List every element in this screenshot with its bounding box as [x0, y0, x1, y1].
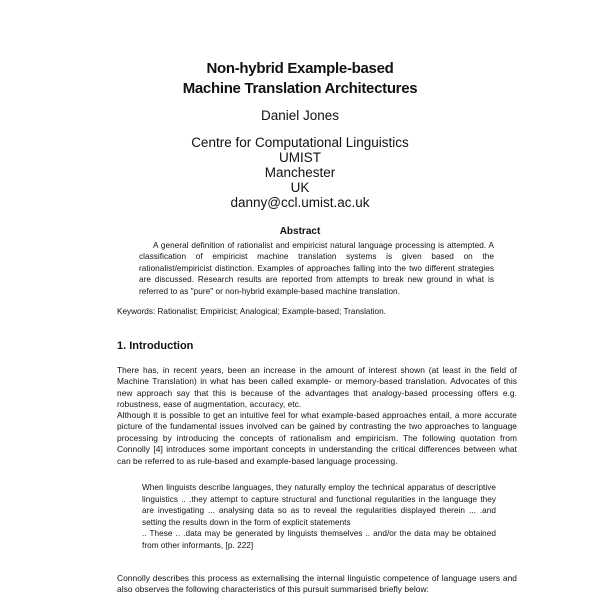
abstract-heading: Abstract — [279, 226, 321, 237]
author-name: Daniel Jones — [260, 108, 340, 123]
section-heading-introduction: 1. Introduction — [117, 340, 194, 352]
author-email: danny@ccl.umist.ac.uk — [230, 195, 370, 210]
keywords-line: Keywords: Rationalist; Empiricist; Analogical; Example-based; Translation. — [117, 307, 386, 316]
affiliation-country: UK — [290, 180, 310, 195]
quotation-part-1: When linguists describe languages, they naturally employ the technical apparatus of descriptive linguistics .. .they attempt to capture structural and functional regularities in the language they are investigating ... analysing data so as to reveal the regularities displayed therein ... .and setting the results down in the form of explicit statements — [142, 483, 496, 527]
intro-paragraph-2: Although it is possible to get an intuitive feel for what example-based approaches entail, a more accurate picture of the fundamental issues involved can be gained by contrasting the two approaches to language processing by introducing the concepts of rationalism and empiricism. The following quotation from Connolly [4] introduces some important concepts in understanding the critical differences between what can be referred to as rule-based and example-based language processing. — [117, 410, 517, 466]
affiliation-university: UMIST — [279, 150, 321, 165]
paper-title-line-2: Machine Translation Architectures — [182, 80, 418, 97]
intro-paragraph-1: There has, in recent years, been an increase in the amount of interest shown (at least in the field of Machine Translation) in what has been called example- or memory-based translation. Advocates of this new approach say that this is because of the advantages that analogy-based processing offers e.g. robustness, ease of augmentation, accuracy, etc. — [117, 365, 517, 410]
block-quotation — [142, 482, 496, 552]
paper-title-line-1: Non-hybrid Example-based — [206, 60, 394, 77]
affiliation-city: Manchester — [264, 165, 336, 180]
affiliation-institution: Centre for Computational Linguistics — [191, 135, 409, 150]
quotation-part-2: .. These .. .data may be generated by linguists themselves .. and/or the data may be obtained from other informants, [p. 222] — [142, 529, 496, 550]
abstract-text: A general definition of rationalist and empiricist natural language processing is attempted. A classification of empiricist machine translation systems is given based on the rationalist/empiricist distinction. Examples of approaches falling into the two different strategies are discussed. Research results are reported from attempts to break new ground in what is referred to as "pure" or non-hybrid example-based machine translation. — [139, 241, 494, 296]
intro-paragraph-3: Connolly describes this process as externalising the internal linguistic competence of language users and also observes the following characteristics of this pursuit summarised briefly below: — [117, 573, 517, 595]
